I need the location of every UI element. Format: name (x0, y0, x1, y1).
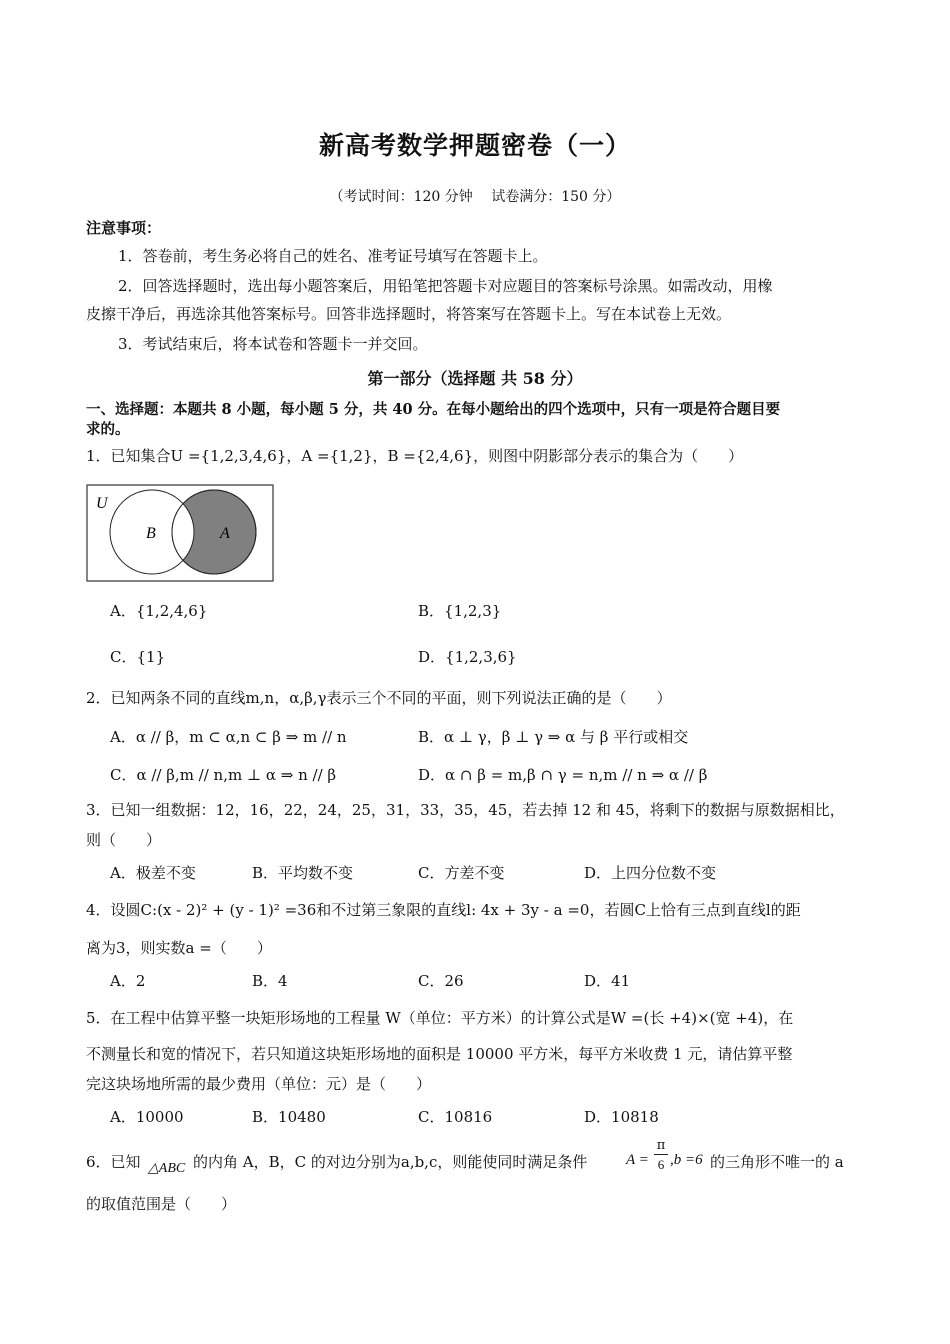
note-item-3: 3．考试结束后，将本试卷和答题卡一并交回。 (118, 335, 428, 353)
question-3-option-b: B．平均数不变 (252, 864, 354, 882)
question-4-stem-line-2: 离为3，则实数a =（ ） (86, 939, 272, 957)
condition-side-b: ,b =6 (670, 1152, 703, 1168)
venn-label-a: A (220, 525, 230, 542)
note-item-2-line-1: 2．回答选择题时，选出每小题答案后，用铅笔把答题卡对应题目的答案标号涂黑。如需改动，用橡 (118, 277, 773, 295)
question-5-stem-line-2: 不测量长和宽的情况下，若只知道这块矩形场地的面积是 10000 平方米，每平方米收费 1 元，请估算平整 (86, 1045, 793, 1063)
page-title: 新高考数学押题密卷（一） (318, 131, 631, 160)
section-one-heading-line-2: 求的。 (86, 421, 130, 438)
notes-heading: 注意事项： (86, 219, 162, 237)
condition-angle-a: A = (626, 1152, 649, 1168)
question-2-option-a: A．α // β，m ⊂ α,n ⊂ β ⇒ m // n (110, 728, 347, 746)
question-5-option-c: C．10816 (418, 1108, 493, 1126)
question-4-option-b: B．4 (252, 972, 288, 990)
question-2-option-b: B．α ⊥ γ，β ⊥ γ ⇒ α 与 β 平行或相交 (418, 728, 689, 746)
question-3-option-d: D．上四分位数不变 (584, 864, 717, 882)
question-2-stem: 2．已知两条不同的直线m,n，α,β,γ表示三个不同的平面，则下列说法正确的是（ ） (86, 689, 672, 707)
question-1-option-a: A．{1,2,4,6} (110, 602, 208, 620)
question-5-option-a: A．10000 (110, 1108, 184, 1126)
question-1-stem: 1．已知集合U ={1,2,3,4,6}，A ={1,2}，B ={2,4,6}，则图中阴影部分表示的集合为（ ） (86, 447, 744, 465)
question-4-stem-line-1: 4．设圆C:(x - 2)² + (y - 1)² =36和不过第三象限的直线l: 4x + 3y - a =0，若圆C上恰有三点到直线l的距 (86, 901, 801, 919)
section-one-heading-line-1: 一、选择题：本题共 8 小题，每小题 5 分，共 40 分。在每小题给出的四个选项中，只有一项是符合题目要 (86, 401, 781, 418)
question-6-stem-middle: 的内角 A，B，C 的对边分别为a,b,c，则能使同时满足条件 (193, 1153, 588, 1171)
question-6-stem-end: 的三角形不唯一的 a (710, 1153, 844, 1171)
venn-label-u: U (96, 495, 108, 512)
question-5-option-b: B．10480 (252, 1108, 326, 1126)
triangle-abc: △ABC (148, 1161, 186, 1176)
question-3-option-c: C．方差不变 (418, 864, 505, 882)
question-2-option-d: D．α ∩ β = m,β ∩ γ = n,m // n ⇒ α // β (418, 766, 708, 784)
question-6-stem-line-2: 的取值范围是（ ） (86, 1195, 237, 1213)
note-item-1: 1．答卷前，考生务必将自己的姓名、准考证号填写在答题卡上。 (118, 247, 548, 265)
exam-info: （考试时间：120 分钟 试卷满分：150 分） (329, 189, 621, 205)
fraction-numerator-pi: π (654, 1138, 668, 1155)
question-3-option-a: A．极差不变 (110, 864, 196, 882)
question-2-option-c: C．α // β,m // n,m ⊥ α ⇒ n // β (110, 766, 337, 784)
question-4-option-c: C．26 (418, 972, 464, 990)
question-4-option-d: D．41 (584, 972, 631, 990)
part-one-title: 第一部分（选择题 共 58 分） (367, 369, 583, 388)
question-3-stem-line-1: 3．已知一组数据：12，16，22，24，25，31，33，35，45，若去掉 12 和 45，将剩下的数据与原数据相比， (86, 801, 845, 819)
venn-label-b: B (146, 525, 156, 542)
question-1-option-d: D．{1,2,3,6} (418, 648, 517, 666)
question-4-option-a: A．2 (110, 972, 146, 990)
question-1-option-c: C．{1} (110, 648, 166, 666)
question-6-stem-start: 6．已知 (86, 1153, 141, 1171)
question-5-option-d: D．10818 (584, 1108, 659, 1126)
fraction-denominator-six: 6 (657, 1157, 665, 1172)
note-item-2-line-2: 皮擦干净后，再选涂其他答案标号。回答非选择题时，将答案写在答题卡上。写在本试卷上无效。 (86, 305, 732, 323)
question-5-stem-line-1: 5．在工程中估算平整一块矩形场地的工程量 W（单位：平方米）的计算公式是W =(长 +4)×(宽 +4)，在 (86, 1009, 794, 1027)
question-3-stem-line-2: 则（ ） (86, 831, 162, 849)
venn-diagram (86, 484, 276, 584)
question-5-stem-line-3: 完这块场地所需的最少费用（单位：元）是（ ） (86, 1075, 432, 1093)
question-1-option-b: B．{1,2,3} (418, 602, 502, 620)
